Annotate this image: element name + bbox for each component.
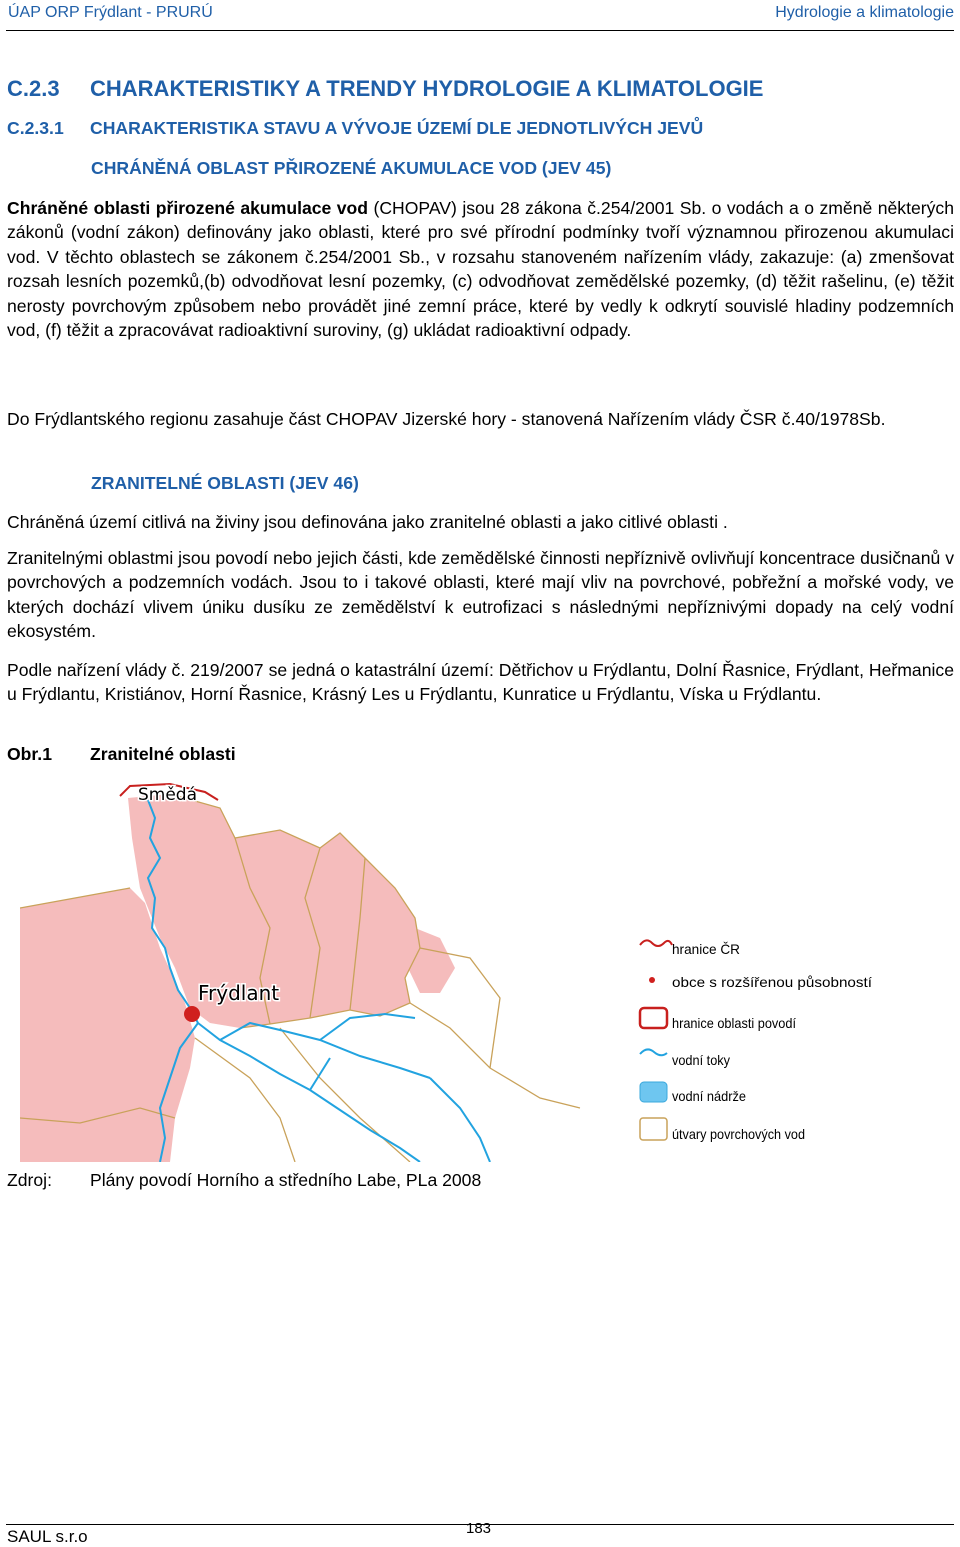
text-run: o vodách a o změně některých zákonů (vodní zákon) definovány jako oblasti, které pro své přírodní podmínky tvoří významnou přirozenou akumulaci vod. V těchto oblastech se zákonem č. [7, 198, 954, 267]
section-2-paragraph-2: Zranitelnými oblastmi jsou povodí nebo jejich části, kde zemědělské činnosti nepříznivě ovlivňují koncentrace dusičnanů v povrchových a podzemních vodách. Jsou to i takové oblasti, které mají vliv na povrchové, pobřežní a mořské vody, ve kterých dochází vlivem úniku dusíku ze zemědělství k eutrofizaci s následnými nepříznivými dopady na celý vodní ekosystém. [7, 548, 954, 642]
section-1-paragraph-1 [7, 196, 954, 342]
header-left: ÚAP ORP Frýdlant - PRURÚ [8, 4, 213, 21]
legend-label-surface-water: útvary povrchových vod [672, 1126, 805, 1142]
town-dot-icon [649, 977, 655, 983]
header-rule [6, 30, 954, 31]
law-reference: 254/2001 Sb. [318, 246, 426, 267]
section-2-paragraph-3: Podle nařízení vlády č. 219/2007 se jedná o katastrální území: Dětřichov u Frýdlantu, Dolní Řasnice, Frýdlant, Heřmanice u Frýdlantu, Kristiánov, Horní Řasnice, Krásný Les u Frýdlantu, Kunratice u Frýdlantu, Víska u Frýdlantu. [7, 660, 954, 705]
town-dot-frydlant [184, 1006, 200, 1022]
figure-number: Obr.1 [7, 744, 52, 764]
section-2-title: ZRANITELNÉ OBLASTI (JEV 46) [91, 473, 359, 493]
map-label-river: Smědá [138, 785, 198, 805]
figure-source [7, 1170, 481, 1191]
law-reference: 254/2001 Sb. [600, 198, 707, 218]
source-text: Plány povodí Horního a středního Labe, PLa 2008 [90, 1170, 482, 1190]
legend-label-border: hranice ČR [672, 941, 740, 957]
footer-company: SAUL s.r.o [7, 1527, 88, 1546]
legend-label-reservoirs: vodní nádrže [672, 1088, 747, 1104]
bold-term: Chráněné oblasti přirozené akumulace vod [7, 198, 369, 218]
legend-label-basin: hranice oblasti povodí [672, 1015, 797, 1031]
surface-water-icon [640, 1118, 667, 1140]
page-number: 183 [466, 1520, 492, 1537]
heading-2 [7, 118, 703, 139]
header-right: Hydrologie a klimatologie [775, 4, 954, 21]
reservoir-icon [640, 1082, 667, 1102]
text-run: , v rozsahu stanoveném nařízením vlády, zakazuje: (a) zmenšovat rozsah lesních pozemků,(b) odvodňovat lesní pozemky, (c) odvodňovat zemědělské pozemky, (d) těžit rašelinu, (e) těžit nerosty povrchovým způsobem nebo provádět jiné zemní práce, které by vedly k odkrytí souvislé hladiny podzemních vod, (f) těžit a zpracovávat radioaktivní suroviny, (g) ukládat radioaktivní odpady. [7, 246, 954, 341]
source-label: Zdroj: [7, 1170, 52, 1190]
section-1-paragraph-2: Do Frýdlantského regionu zasahuje část CHOPAV Jizerské hory - stanovená Nařízením vlády ČSR č.40/1978Sb. [7, 409, 886, 429]
heading-1-number: C.2.3 [7, 76, 60, 101]
heading-1 [7, 76, 763, 102]
legend-label-towns: obce s rozšířenou působností [672, 974, 873, 990]
figure-caption [7, 744, 236, 765]
map-label-town: Frýdlant [198, 981, 280, 1005]
vulnerable-zones-map [20, 778, 940, 1162]
figure-title: Zranitelné oblasti [90, 744, 236, 764]
section-1-title: CHRÁNĚNÁ OBLAST PŘIROZENÉ AKUMULACE VOD (JEV 45) [91, 158, 612, 178]
heading-2-number: C.2.3.1 [7, 118, 64, 138]
section-2-paragraph-1: Chráněná území citlivá na živiny jsou definována jako zranitelné oblasti a jako citlivé oblasti . [7, 512, 728, 532]
heading-1-title: CHARAKTERISTIKY A TRENDY HYDROLOGIE A KLIMATOLOGIE [90, 76, 764, 101]
legend-label-rivers: vodní toky [672, 1052, 730, 1068]
text-run: (CHOPAV) jsou 28 zákona č. [368, 198, 601, 218]
heading-2-title: CHARAKTERISTIKA STAVU A VÝVOJE ÚZEMÍ DLE JEDNOTLIVÝCH JEVŮ [90, 118, 704, 138]
